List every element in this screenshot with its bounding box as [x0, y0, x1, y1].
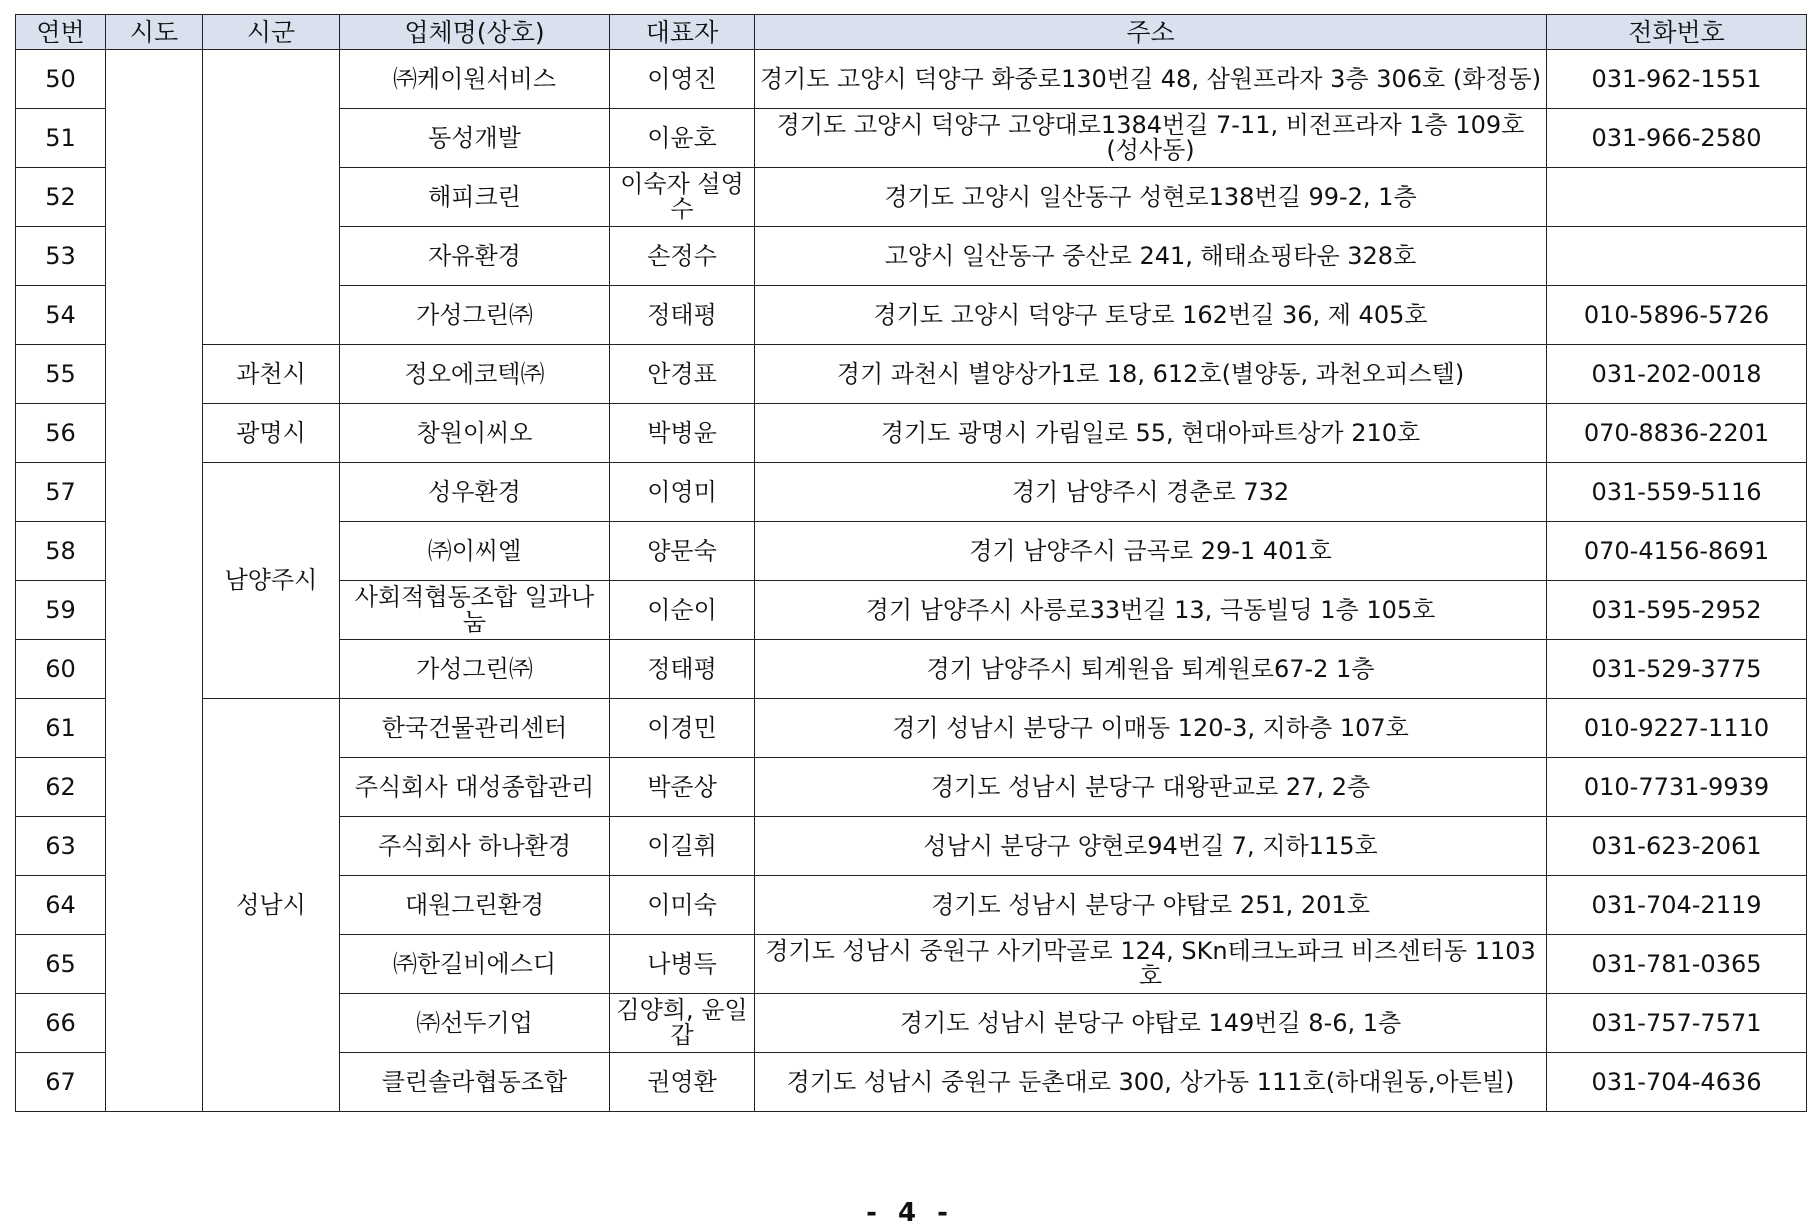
company-name: 가성그린㈜ — [340, 640, 610, 699]
address: 경기도 고양시 일산동구 성현로138번길 99-2, 1층 — [755, 168, 1547, 227]
row-no: 63 — [16, 817, 106, 876]
address: 경기도 성남시 분당구 대왕판교로 27, 2층 — [755, 758, 1547, 817]
sido-cell — [106, 50, 203, 1112]
row-no: 52 — [16, 168, 106, 227]
phone-number: 010-9227-1110 — [1547, 699, 1807, 758]
header-company: 업체명(상호) — [340, 15, 610, 50]
representative: 양문숙 — [610, 522, 755, 581]
representative: 이영진 — [610, 50, 755, 109]
phone-number: 031-704-2119 — [1547, 876, 1807, 935]
row-no: 59 — [16, 581, 106, 640]
representative: 이미숙 — [610, 876, 755, 935]
address: 경기 과천시 별양상가1로 18, 612호(별양동, 과천오피스텔) — [755, 345, 1547, 404]
table-row — [16, 345, 1807, 404]
header-sigun: 시군 — [203, 15, 340, 50]
sigun-seongnam: 성남시 — [203, 699, 340, 1112]
row-no: 58 — [16, 522, 106, 581]
representative: 정태평 — [610, 286, 755, 345]
representative: 박병윤 — [610, 404, 755, 463]
row-no: 62 — [16, 758, 106, 817]
company-name: 해피크린 — [340, 168, 610, 227]
phone-number — [1547, 227, 1807, 286]
address: 경기 남양주시 경춘로 732 — [755, 463, 1547, 522]
company-name: 대원그린환경 — [340, 876, 610, 935]
company-name: 성우환경 — [340, 463, 610, 522]
header-no: 연번 — [16, 15, 106, 50]
phone-number: 070-4156-8691 — [1547, 522, 1807, 581]
sigun-gwangmyeong: 광명시 — [203, 404, 340, 463]
sigun-gwacheon: 과천시 — [203, 345, 340, 404]
row-no: 65 — [16, 935, 106, 994]
phone-number: 031-966-2580 — [1547, 109, 1807, 168]
address: 경기 성남시 분당구 이매동 120-3, 지하층 107호 — [755, 699, 1547, 758]
representative: 이숙자 설영수 — [610, 168, 755, 227]
address: 경기 남양주시 사릉로33번길 13, 극동빌딩 1층 105호 — [755, 581, 1547, 640]
address: 경기 남양주시 퇴계원읍 퇴계원로67-2 1층 — [755, 640, 1547, 699]
header-phone: 전화번호 — [1547, 15, 1807, 50]
representative: 안경표 — [610, 345, 755, 404]
company-name: 주식회사 대성종합관리 — [340, 758, 610, 817]
sigun-namyangju: 남양주시 — [203, 463, 340, 699]
address: 경기도 성남시 중원구 둔촌대로 300, 상가동 111호(하대원동,아튼빌) — [755, 1053, 1547, 1112]
representative: 권영환 — [610, 1053, 755, 1112]
header-address: 주소 — [755, 15, 1547, 50]
representative: 손정수 — [610, 227, 755, 286]
company-name: 동성개발 — [340, 109, 610, 168]
header-row — [16, 15, 1807, 50]
company-name: 창원이씨오 — [340, 404, 610, 463]
phone-number: 010-5896-5726 — [1547, 286, 1807, 345]
row-no: 51 — [16, 109, 106, 168]
phone-number: 031-529-3775 — [1547, 640, 1807, 699]
company-name: 정오에코텍㈜ — [340, 345, 610, 404]
table-row — [16, 699, 1807, 758]
page-number: - 4 - — [866, 1198, 954, 1228]
company-name: 한국건물관리센터 — [340, 699, 610, 758]
representative: 나병득 — [610, 935, 755, 994]
company-name: ㈜케이원서비스 — [340, 50, 610, 109]
company-name: ㈜한길비에스디 — [340, 935, 610, 994]
company-name: 주식회사 하나환경 — [340, 817, 610, 876]
company-name: ㈜이씨엘 — [340, 522, 610, 581]
row-no: 54 — [16, 286, 106, 345]
representative: 정태평 — [610, 640, 755, 699]
representative: 김양희, 윤일갑 — [610, 994, 755, 1053]
representative: 이영미 — [610, 463, 755, 522]
address: 경기 남양주시 금곡로 29-1 401호 — [755, 522, 1547, 581]
row-no: 64 — [16, 876, 106, 935]
row-no: 56 — [16, 404, 106, 463]
address: 고양시 일산동구 중산로 241, 해태쇼핑타운 328호 — [755, 227, 1547, 286]
phone-number: 031-623-2061 — [1547, 817, 1807, 876]
row-no: 53 — [16, 227, 106, 286]
phone-number: 031-781-0365 — [1547, 935, 1807, 994]
row-no: 50 — [16, 50, 106, 109]
row-no: 67 — [16, 1053, 106, 1112]
row-no: 60 — [16, 640, 106, 699]
representative: 이윤호 — [610, 109, 755, 168]
phone-number: 031-559-5116 — [1547, 463, 1807, 522]
sigun-goyang — [203, 50, 340, 345]
phone-number — [1547, 168, 1807, 227]
row-no: 57 — [16, 463, 106, 522]
row-no: 66 — [16, 994, 106, 1053]
table-row — [16, 463, 1807, 522]
table-row — [16, 404, 1807, 463]
header-representative: 대표자 — [610, 15, 755, 50]
company-name: 클린솔라협동조합 — [340, 1053, 610, 1112]
company-name: 사회적협동조합 일과나눔 — [340, 581, 610, 640]
representative: 박준상 — [610, 758, 755, 817]
address: 경기도 고양시 덕양구 고양대로1384번길 7-11, 비전프라자 1층 109호 (성사동) — [755, 109, 1547, 168]
address: 경기도 고양시 덕양구 토당로 162번길 36, 제 405호 — [755, 286, 1547, 345]
representative: 이경민 — [610, 699, 755, 758]
header-sido: 시도 — [106, 15, 203, 50]
representative: 이길휘 — [610, 817, 755, 876]
address: 경기도 성남시 분당구 야탑로 251, 201호 — [755, 876, 1547, 935]
company-name: ㈜선두기업 — [340, 994, 610, 1053]
phone-number: 010-7731-9939 — [1547, 758, 1807, 817]
business-list-table — [15, 14, 1807, 1112]
address: 경기도 고양시 덕양구 화중로130번길 48, 삼원프라자 3층 306호 (화정동) — [755, 50, 1547, 109]
address: 경기도 성남시 중원구 사기막골로 124, SKn테크노파크 비즈센터동 1103호 — [755, 935, 1547, 994]
phone-number: 031-757-7571 — [1547, 994, 1807, 1053]
address: 경기도 성남시 분당구 야탑로 149번길 8-6, 1층 — [755, 994, 1547, 1053]
phone-number: 031-962-1551 — [1547, 50, 1807, 109]
company-name: 가성그린㈜ — [340, 286, 610, 345]
phone-number: 031-202-0018 — [1547, 345, 1807, 404]
address: 경기도 광명시 가림일로 55, 현대아파트상가 210호 — [755, 404, 1547, 463]
phone-number: 031-704-4636 — [1547, 1053, 1807, 1112]
representative: 이순이 — [610, 581, 755, 640]
row-no: 55 — [16, 345, 106, 404]
phone-number: 070-8836-2201 — [1547, 404, 1807, 463]
company-name: 자유환경 — [340, 227, 610, 286]
row-no: 61 — [16, 699, 106, 758]
address: 성남시 분당구 양현로94번길 7, 지하115호 — [755, 817, 1547, 876]
table-row — [16, 50, 1807, 109]
phone-number: 031-595-2952 — [1547, 581, 1807, 640]
